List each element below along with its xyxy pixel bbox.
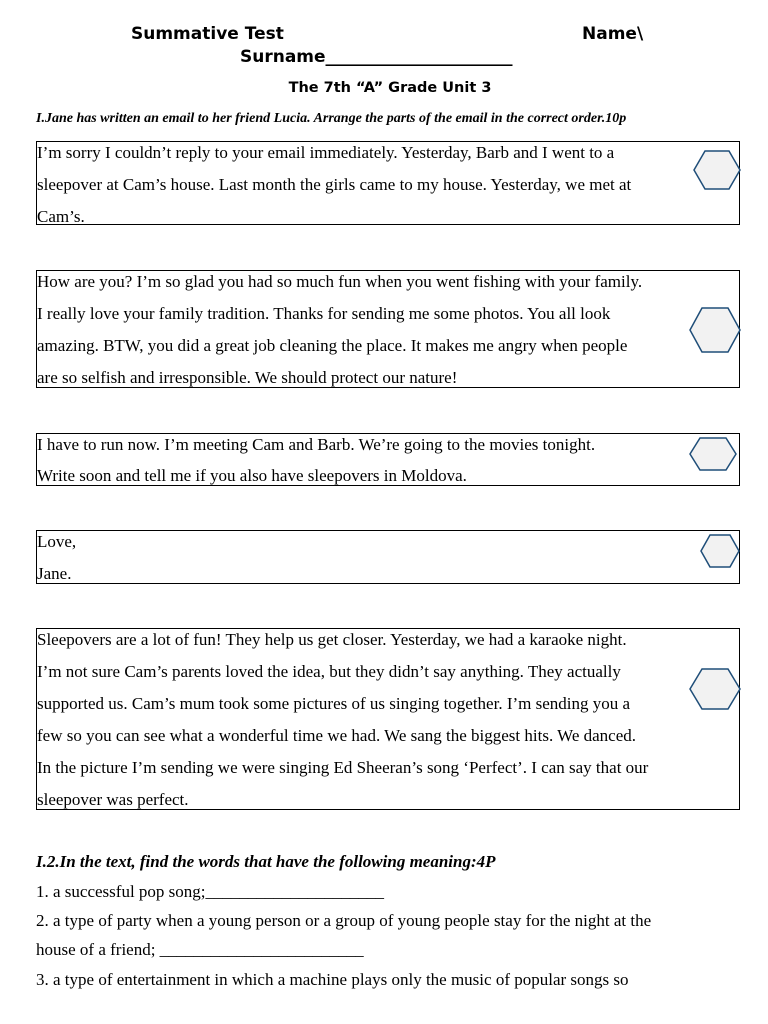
question-item: 2. a type of party when a young person or a group of young people stay for the night at the xyxy=(36,911,652,930)
surname-field-label: Surname______________________ xyxy=(240,47,513,67)
test-title: Summative Test xyxy=(131,24,284,44)
email-part-line: Cam’s. xyxy=(37,207,85,226)
email-part-line: I have to run now. I’m meeting Cam and Barb. We’re going to the movies tonight. xyxy=(37,435,596,454)
email-part-box xyxy=(36,628,740,810)
email-part-line: are so selfish and irresponsible. We should protect our nature! xyxy=(37,368,458,387)
email-part-box xyxy=(36,530,740,584)
question-item: 1. a successful pop song;_____________________ xyxy=(36,882,385,901)
order-hexagon-input[interactable] xyxy=(689,668,741,710)
email-part-line: sleepover was perfect. xyxy=(37,790,189,809)
email-part-line: sleepover at Cam’s house. Last month the girls came to my house. Yesterday, we met at xyxy=(37,175,632,194)
email-part-box xyxy=(36,270,740,388)
question-item: 3. a type of entertainment in which a machine plays only the music of popular songs so xyxy=(36,970,629,989)
email-part-line: Sleepovers are a lot of fun! They help us get closer. Yesterday, we had a karaoke night. xyxy=(37,630,627,649)
order-hexagon-input[interactable] xyxy=(689,437,737,471)
task2-instruction: I.2.In the text, find the words that have the following meaning:4P xyxy=(36,852,496,871)
email-part-line: few so you can see what a wonderful time we had. We sang the biggest hits. We danced. xyxy=(37,726,637,745)
unit-subtitle: The 7th “A” Grade Unit 3 xyxy=(288,80,492,96)
task1-instruction: I.Jane has written an email to her friend Lucia. Arrange the parts of the email in the correct order.10p xyxy=(36,111,627,126)
order-hexagon-input[interactable] xyxy=(700,534,740,568)
email-part-line: I’m sorry I couldn’t reply to your email immediately. Yesterday, Barb and I went to a xyxy=(37,143,615,162)
email-part-line: I’m not sure Cam’s parents loved the idea, but they didn’t say anything. They actually xyxy=(37,662,621,681)
question-item: house of a friend; ________________________ xyxy=(36,940,364,959)
email-part-line: In the picture I’m sending we were singing Ed Sheeran’s song ‘Perfect’. I can say that our xyxy=(37,758,649,777)
email-part-line: amazing. BTW, you did a great job cleaning the place. It makes me angry when people xyxy=(37,336,628,355)
order-hexagon-input[interactable] xyxy=(689,307,741,353)
email-part-line: How are you? I’m so glad you had so much fun when you went fishing with your family. xyxy=(37,272,643,291)
email-part-line: supported us. Cam’s mum took some pictures of us singing together. I’m sending you a xyxy=(37,694,631,713)
email-part-box xyxy=(36,141,740,225)
email-part-line: Jane. xyxy=(37,564,72,583)
email-part-box xyxy=(36,433,740,486)
email-part-line: I really love your family tradition. Thanks for sending me some photos. You all look xyxy=(37,304,611,323)
email-part-line: Love, xyxy=(37,532,77,551)
name-label: Name\ xyxy=(582,24,644,44)
email-part-line: Write soon and tell me if you also have sleepovers in Moldova. xyxy=(37,466,467,485)
order-hexagon-input[interactable] xyxy=(693,150,741,190)
